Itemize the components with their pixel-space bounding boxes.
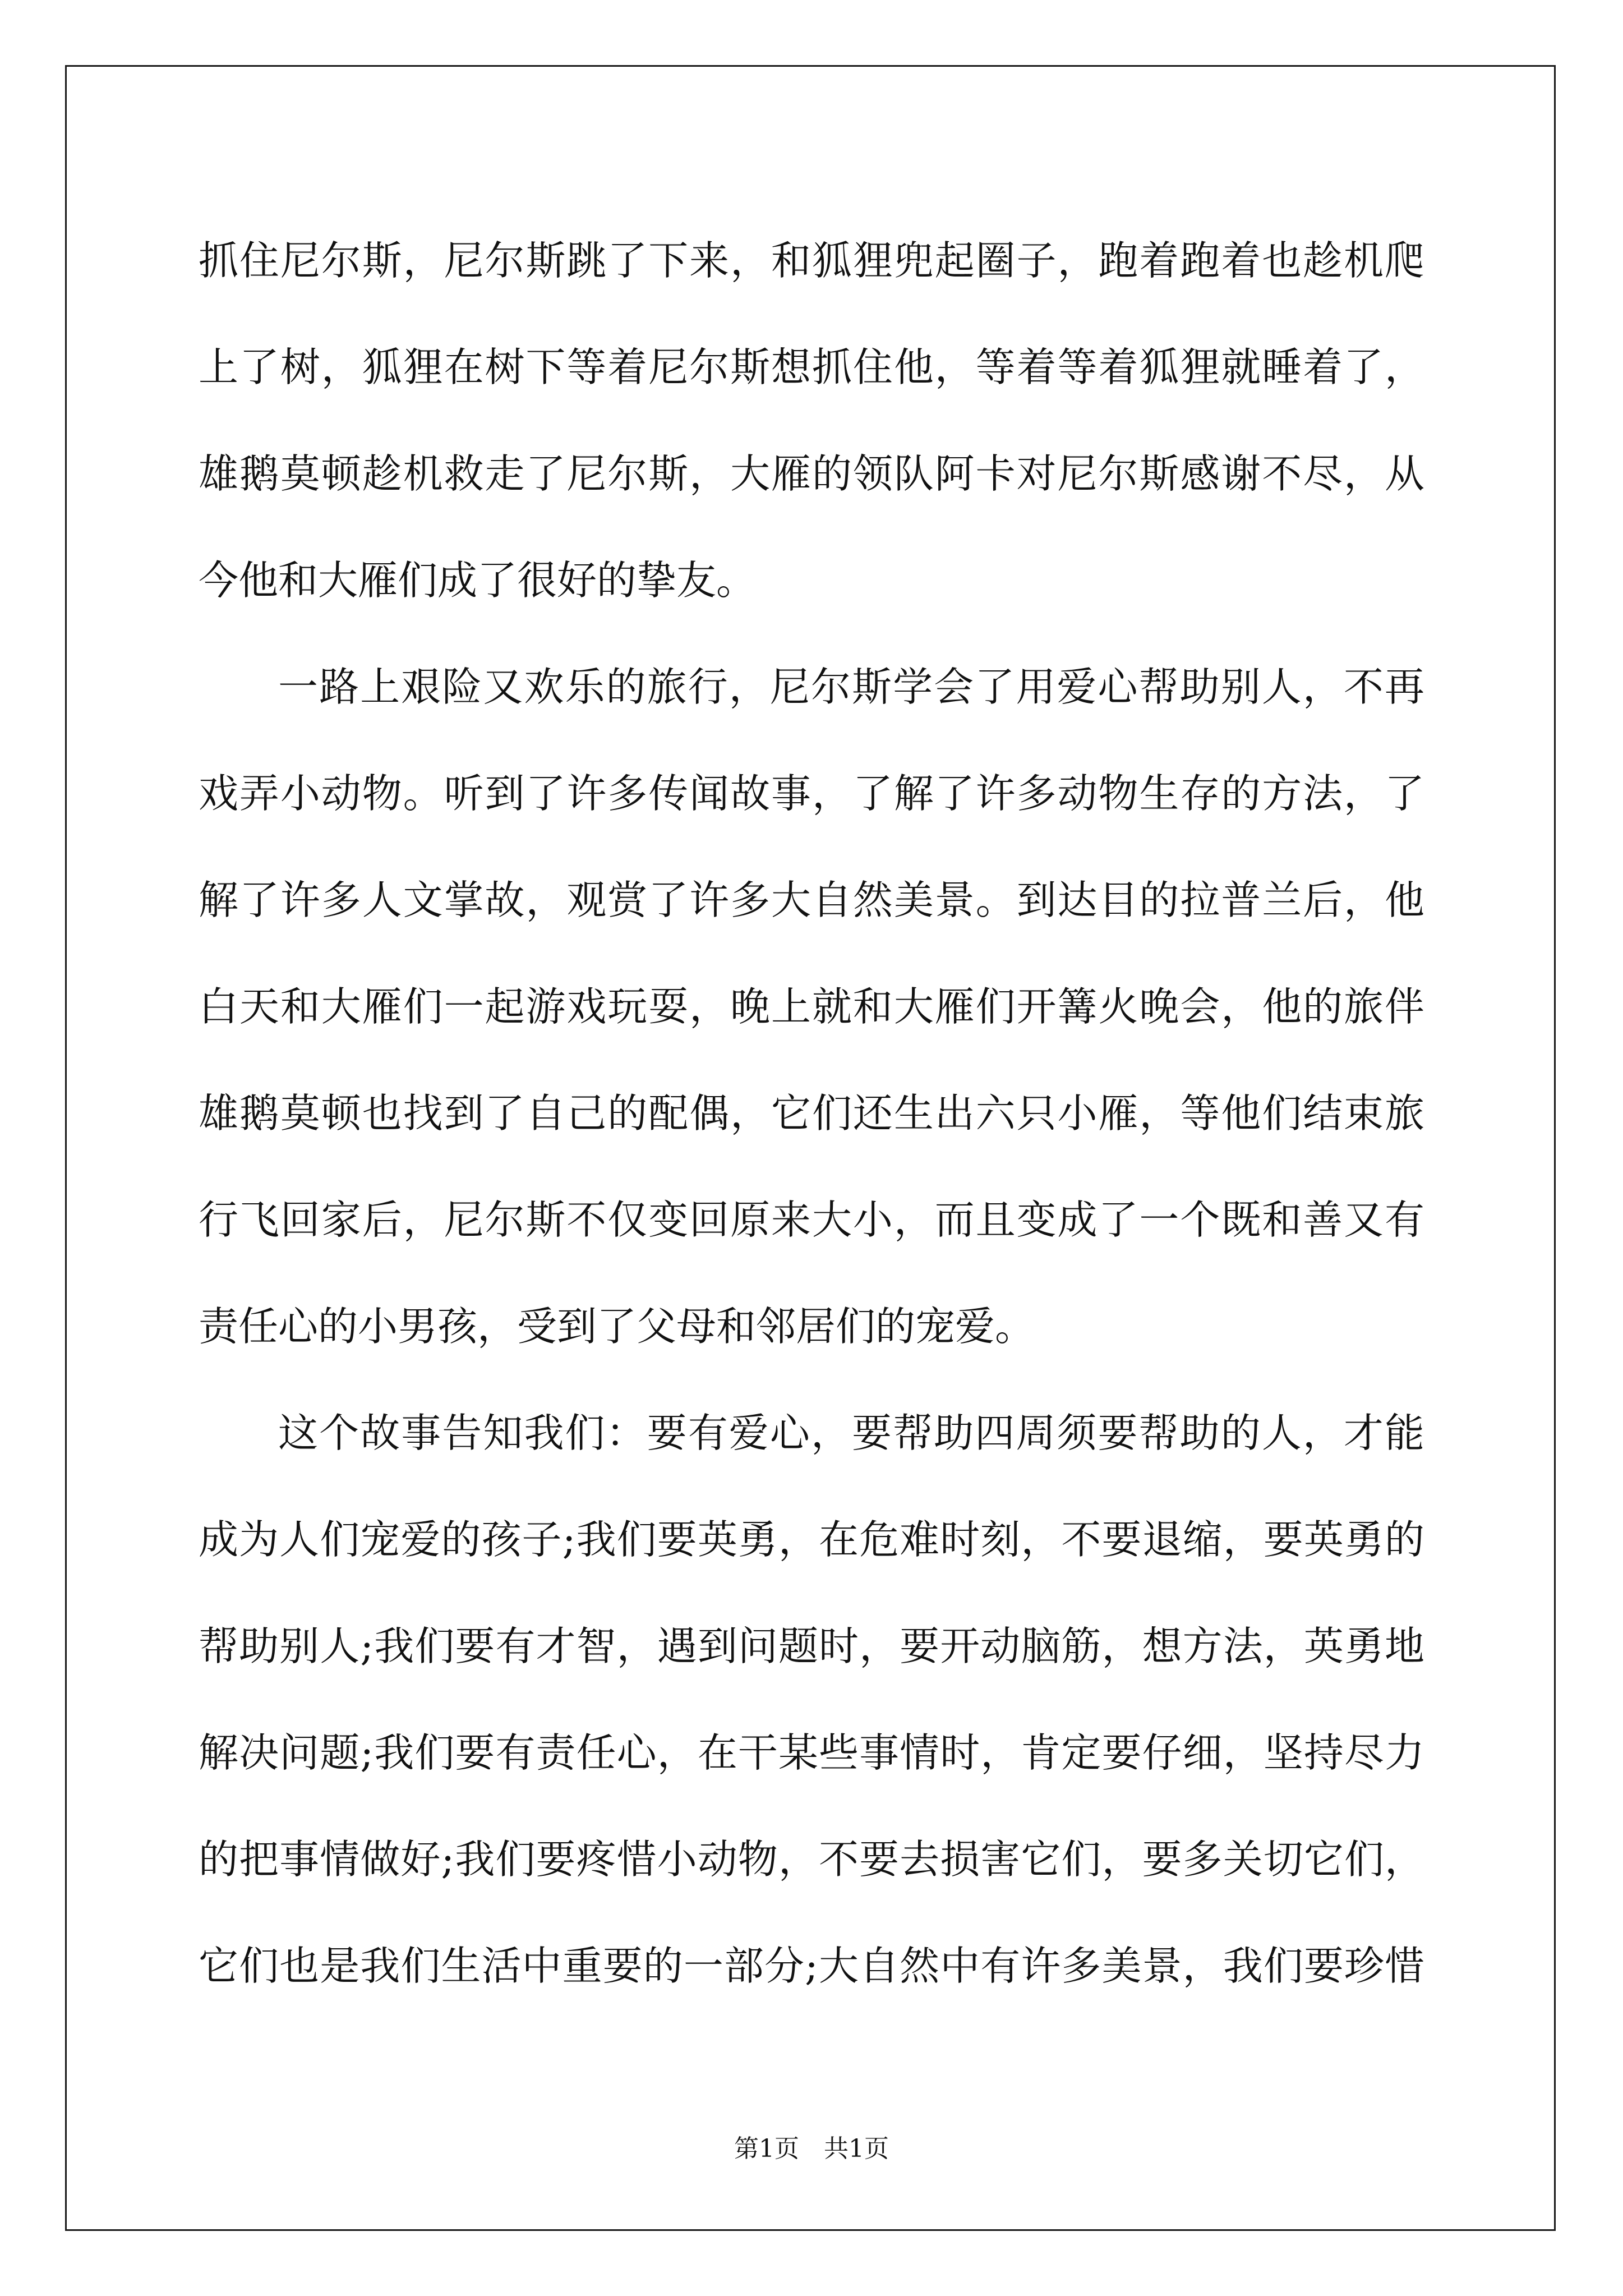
text-line: 它们也是我们生活中重要的一部分;大自然中有许多美景，我们要珍惜: [199, 1943, 1424, 1989]
text-line: 帮助别人;我们要有才智，遇到问题时，要开动脑筋，想方法，英勇地: [199, 1623, 1424, 1669]
page-number: 第1页: [734, 2134, 799, 2163]
text-line: 的把事情做好;我们要疼惜小动物，不要去损害它们，要多关切它们，: [199, 1836, 1424, 1883]
document-body: [199, 208, 1424, 2019]
text-line: 白天和大雁们一起游戏玩耍，晚上就和大雁们开篝火晚会，他的旅伴: [199, 983, 1424, 1030]
text-line: 今他和大雁们成了很好的挚友。: [199, 557, 757, 604]
text-line: 解决问题;我们要有责任心，在干某些事情时，肯定要仔细，坚持尽力: [199, 1729, 1424, 1776]
text-line: 一路上艰险又欢乐的旅行，尼尔斯学会了用爱心帮助别人，不再: [278, 664, 1424, 710]
text-line: 戏弄小动物。听到了许多传闻故事，了解了许多动物生存的方法，了: [199, 770, 1424, 817]
text-line: 上了树，狐狸在树下等着尼尔斯想抓住他，等着等着狐狸就睡着了，: [199, 344, 1424, 390]
text-line: 解了许多人文掌故，观赏了许多大自然美景。到达目的拉普兰后，他: [199, 877, 1424, 923]
page-total: 共1页: [824, 2134, 889, 2163]
text-line: 行飞回家后，尼尔斯不仅变回原来大小，而且变成了一个既和善又有: [199, 1197, 1424, 1243]
text-line: 抓住尼尔斯，尼尔斯跳了下来，和狐狸兜起圈子，跑着跑着也趁机爬: [199, 237, 1424, 284]
page-footer: [0, 2128, 1623, 2164]
text-line: 这个故事告知我们：要有爱心，要帮助四周须要帮助的人，才能: [278, 1410, 1424, 1456]
text-line: 雄鹅莫顿也找到了自己的配偶，它们还生出六只小雁，等他们结束旅: [199, 1090, 1424, 1137]
text-line: 雄鹅莫顿趁机救走了尼尔斯，大雁的领队阿卡对尼尔斯感谢不尽，从: [199, 450, 1424, 497]
text-line: 责任心的小男孩，受到了父母和邻居们的宠爱。: [199, 1303, 1035, 1350]
text-line: 成为人们宠爱的孩子;我们要英勇，在危难时刻，不要退缩，要英勇的: [199, 1516, 1424, 1563]
